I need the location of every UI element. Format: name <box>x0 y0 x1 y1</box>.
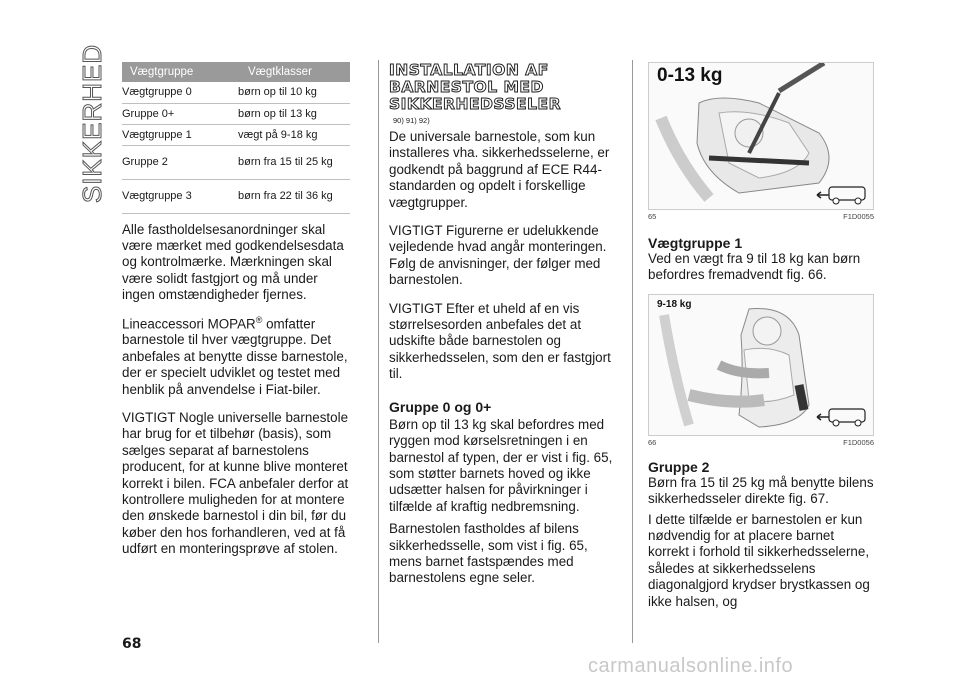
column-divider <box>378 60 379 643</box>
subheading: Gruppe 0 og 0+ <box>389 398 492 415</box>
watermark: carmanualsonline.info <box>588 655 794 677</box>
figure-66 <box>648 294 874 436</box>
figure-number: 66 <box>648 437 657 447</box>
figure-code: F1D0055 <box>843 212 874 221</box>
figure-code: F1D0056 <box>843 437 874 447</box>
column-divider <box>632 60 633 643</box>
column-3 <box>648 62 874 610</box>
paragraph <box>122 312 350 399</box>
table-cell: børn fra 15 til 25 kg <box>226 145 350 179</box>
paragraph: I dette tilfælde er barnestolen er kun nødvendig for at placere barnet korrekt i forhold til sikkerhedsselerne, således at sikkerhedsselens diagonalgjord krydser brystkassen og ikke halsen, og <box>648 511 870 609</box>
table-row <box>122 145 350 179</box>
rear-facing-seat-illustration <box>649 63 874 210</box>
table-cell: Vægtgruppe 1 <box>122 124 226 145</box>
column-2 <box>389 62 614 587</box>
paragraph: VIGTIGT Figurerne er udelukkende vejledende hvad angår monteringen. Følg de anvisninger, der følger med barnestolen. <box>389 223 607 288</box>
table-cell: Gruppe 2 <box>122 145 226 179</box>
paragraph: VIGTIGT Nogle universelle barnestole har brug for et tilbehør (basis), som sælges separat af barnestolens producent, for at kunne blive monteret korrekt i bilen. FCA anbefaler derfor at kontrollere muligheden for at montere den ønskede barnestol i din bil, før du køber den hos forhandleren, ved at få udført en monteringsprøve af stolen. <box>122 410 349 557</box>
table-cell: Vægtgruppe 0 <box>122 82 226 103</box>
paragraph: De universale barnestole, som kun installeres vha. sikkerhedsselerne, er godkendt på baggrund af ECE R44-standarden og opdelt i forskellige vægtgrupper. <box>389 129 610 210</box>
figure-caption <box>648 438 874 447</box>
page-number: 68 <box>122 636 142 652</box>
section-heading: INSTALLATION AF BARNESTOL MED SIKKERHEDSSELER <box>389 61 562 113</box>
figure-label: 9-18 kg <box>657 298 692 310</box>
paragraph: Barnestolen fastholdes af bilens sikkerhedsselle, som vist i fig. 65, mens barnet fastspændes med barnestolens egne seler. <box>389 521 588 586</box>
paragraph-part: omfatter barnestole til hver vægtgruppe. Det anbefales at benytte disse barnestole, der er specielt udviklet og testet med henblik på anvendelse i Fiat-biler. <box>122 316 348 397</box>
table-header: Vægtklasser <box>226 62 350 82</box>
subheading: Gruppe 2 <box>648 458 710 475</box>
table-row <box>122 103 350 124</box>
paragraph: VIGTIGT Efter et uheld af en vis størrelsesorden anbefales det at udskifte både barnestolen og sikkerhedsselen, som den er fastgjort til. <box>389 300 611 382</box>
paragraph: Børn fra 15 til 25 kg må benytte bilens sikkerhedsseler direkte fig. 67. <box>648 474 874 507</box>
figure-label: 0-13 kg <box>657 65 723 86</box>
column-1 <box>122 62 350 558</box>
table-row <box>122 179 350 213</box>
paragraph: Alle fastholdelsesanordninger skal være mærket med godkendelsesdata og kontrolmærke. Mærkningen skal være solidt fastgjort og må under ingen omstændigheder fjernes. <box>122 221 344 303</box>
table-cell: vægt på 9-18 kg <box>226 124 350 145</box>
registered-mark: ® <box>255 314 263 325</box>
paragraph: Børn op til 13 kg skal befordres med ryggen mod kørselsretningen i en barnestol af typen, der er vist i fig. 65, som støtter barnets hoved og ikke udsætter halsen for påvirkninger i tilfælde af kraftig nedbremsning. <box>389 416 613 514</box>
figure-65 <box>648 62 874 210</box>
paragraph-part: Lineaccessori MOPAR <box>122 316 256 331</box>
weight-group-table <box>122 62 350 214</box>
figure-caption <box>648 212 874 221</box>
table-cell: Gruppe 0+ <box>122 103 226 124</box>
note-references: 90) 91) 92) <box>393 116 430 125</box>
subheading: Vægtgruppe 1 <box>648 235 743 251</box>
section-tab <box>77 43 108 203</box>
paragraph: Ved en vægt fra 9 til 18 kg kan børn befordres fremadvendt fig. 66. <box>648 251 861 283</box>
table-row <box>122 82 350 103</box>
forward-facing-seat-illustration <box>649 295 874 436</box>
table-cell: børn op til 13 kg <box>226 103 350 124</box>
table-header: Vægtgruppe <box>122 62 226 82</box>
section-title: SIKKERHED <box>77 43 108 203</box>
table-cell: børn fra 22 til 36 kg <box>226 179 350 213</box>
table-row <box>122 124 350 145</box>
figure-number: 65 <box>648 212 657 221</box>
table-cell: Vægtgruppe 3 <box>122 179 226 213</box>
table-cell: børn op til 10 kg <box>226 82 350 103</box>
